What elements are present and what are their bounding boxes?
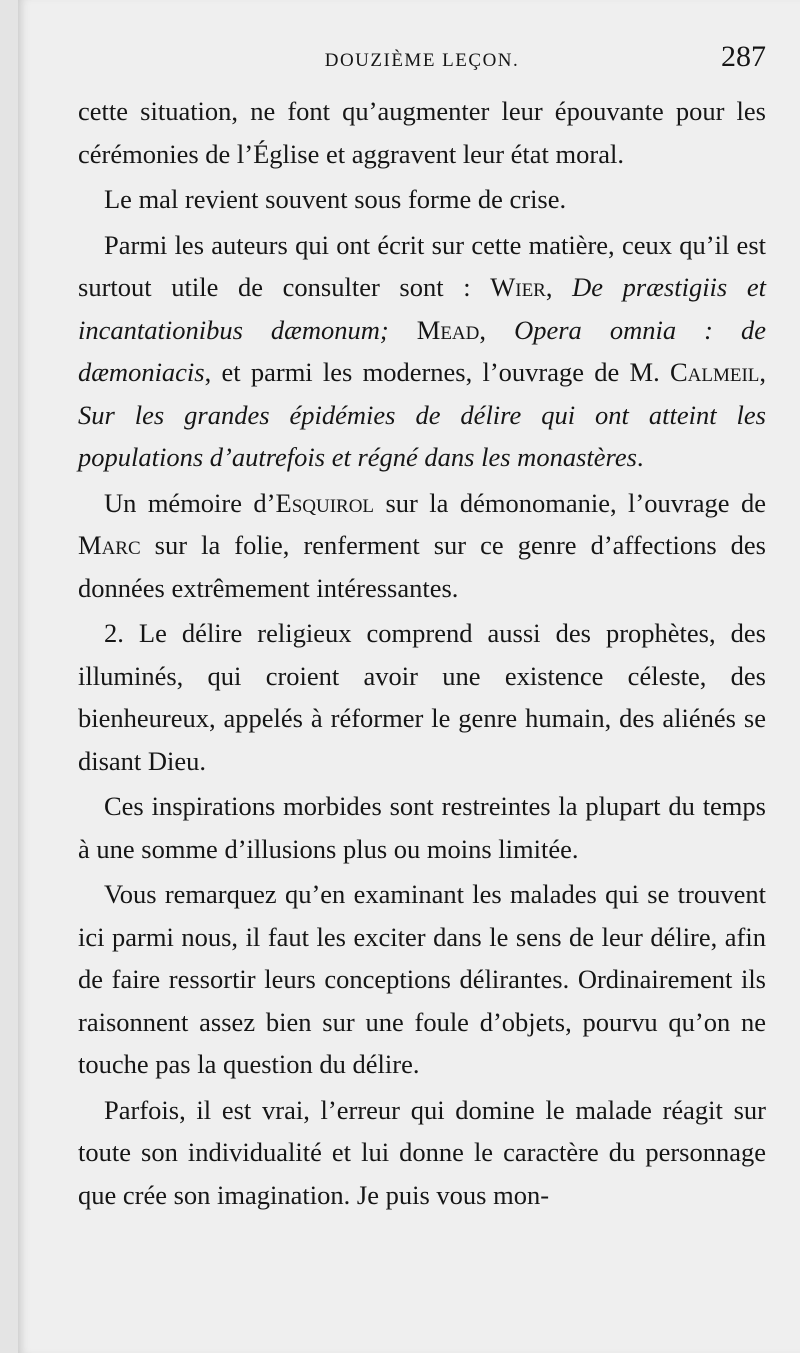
paragraph-individuality: Parfois, il est vrai, l’erreur qui domine le malade réagit sur toute son individualité et lui donne le caractère du personnage que crée son imagination. Je puis vous mon- [78,1094,766,1210]
text-run: sur la folie, renferment sur ce genre d’affections des données extrêmement intéressantes. [78,530,766,603]
paragraph-examination: Vous remarquez qu’en examinant les malades qui se trouvent ici parmi nous, il faut les exciter dans le sens de leur délire, afin de faire ressortir leurs conceptions délirantes. Ordinairement ils raisonnent assez bien sur une foule d’objets, pourvu qu’on ne touche pas la question du délire. [78,879,766,1079]
author-name: Wier [490,272,546,302]
author-name: Esquirol [275,487,375,518]
work-title: Opera omnia : de dæmoniacis [78,314,766,387]
page-header [78,40,766,80]
text-run: Parmi les auteurs qui ont écrit sur cette matière, ceux qu’il est surtout utile de consulter sont : [78,229,766,302]
author-name: Calmeil [669,357,760,387]
text-run: Un mémoire d’ [104,487,276,518]
body-text [78,90,766,1219]
text-run: , [759,357,766,387]
running-head: DOUZIÈME LEÇON. [324,50,520,71]
paragraph-continued: cette situation, ne font qu’augmenter leur épouvante pour les cérémonies de l’Église et aggravent leur état moral. [78,96,766,169]
page-number: 287 [721,40,766,73]
text-run: sur la démonomanie, l’ouvrage de [374,487,766,518]
text-run: , [545,272,573,302]
paragraph-inspirations: Ces inspirations morbides sont restreintes la plupart du temps à une somme d’illusions plus ou moins limitée. [78,791,766,864]
work-title: De præstigiis et incantationibus dæmonum; [78,272,766,345]
text-run: , et parmi les modernes, l’ouvrage de M. [204,357,670,387]
book-page [18,0,800,1353]
author-name: Marc [78,530,141,560]
paragraph-authors [78,224,766,479]
work-title: Sur les grandes épidémies de délire qui ont atteint les populations d’autrefois et régné dans les monastères [78,399,766,472]
text-run [389,315,417,345]
paragraph-memoir [78,482,766,610]
text-run: , [479,314,515,345]
paragraph-crisis: Le mal revient souvent sous forme de crise. [104,184,567,214]
author-name: Mead [416,314,480,345]
text-run: . [636,442,644,472]
paragraph-religious-delirium: 2. Le délire religieux comprend aussi des prophètes, des illuminés, qui croient avoir une existence céleste, des bienheureux, appelés à réformer le genre humain, des aliénés se disant Dieu. [78,618,766,776]
